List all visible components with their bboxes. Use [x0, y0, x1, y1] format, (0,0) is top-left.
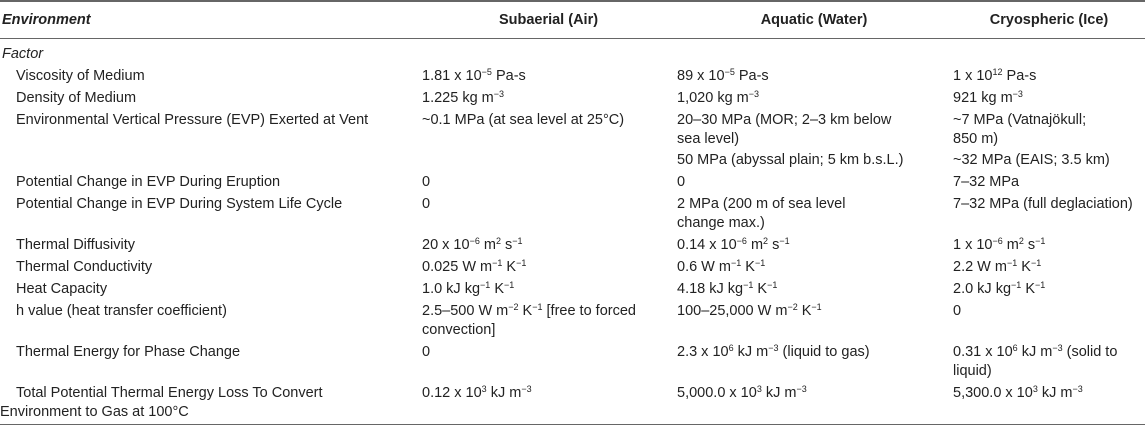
table-row-diffusivity: [0, 235, 1145, 257]
cell-water: 5,000.0 x $10^3$ kJ $m^{-3}$: [675, 383, 951, 425]
cell-line: ~7 MPa (Vatnajökull;: [953, 112, 1087, 128]
table-row-viscosity: [0, 66, 1145, 88]
cell-air: 1.0 kJ $kg^{-1}$ $K^{-1}$: [422, 280, 515, 297]
cell-air: 1.225 kg $m^{-3}$: [422, 89, 505, 106]
cell-ice: 7–32 MPa (full deglaciation): [953, 196, 1133, 212]
cell-water: 0.6 W $m^{-1}$ $K^{-1}$: [677, 258, 766, 275]
header-aquatic: Aquatic (Water): [675, 1, 951, 39]
section-row: [0, 39, 1145, 67]
cell-air: 0: [422, 344, 431, 360]
table-row-h-value: [0, 301, 1145, 342]
cell-water: 2.3 x $10^6$ kJ $m^{-3}$ (liquid to gas): [677, 343, 870, 360]
table-row-conductivity: [0, 257, 1145, 279]
row-label: Thermal Diffusivity: [16, 237, 135, 253]
header-environment: Environment: [0, 1, 420, 39]
cell-air: [420, 301, 675, 342]
row-label: Environmental Vertical Pressure (EVP) Exerted at Vent: [16, 112, 369, 128]
cell-line: 2 MPa (200 m of sea level: [677, 196, 846, 212]
header-cryospheric: Cryospheric (Ice): [951, 1, 1145, 39]
cell-water: 1,020 kg $m^{-3}$: [677, 89, 760, 106]
table-row-evp: [0, 110, 1145, 172]
cell-line: convection]: [422, 322, 496, 338]
table-row-evp-eruption: [0, 172, 1145, 194]
row-label: Potential Change in EVP During System Life Cycle: [16, 196, 343, 212]
cell-ice: 7–32 MPa: [953, 174, 1020, 190]
cell-water: [675, 194, 951, 235]
table-row-phase-change: [0, 342, 1145, 383]
row-label: Heat Capacity: [16, 281, 108, 297]
cell-line: change max.): [677, 215, 765, 231]
row-label: Density of Medium: [16, 90, 137, 106]
row-label: Total Potential Thermal Energy Loss To Convert Environment to Gas at 100°C: [0, 383, 420, 425]
cell-water: 4.18 kJ $kg^{-1}$ $K^{-1}$: [677, 280, 778, 297]
cell-ice: 921 kg $m^{-3}$: [953, 89, 1023, 106]
cell-air: 20 x $10^{-6}$ $m^2$ $s^{-1}$: [422, 236, 523, 253]
cell-line: liquid): [953, 363, 992, 379]
header-subaerial: Subaerial (Air): [420, 1, 675, 39]
header-row: [0, 1, 1145, 39]
row-label: Viscosity of Medium: [16, 68, 145, 84]
cell-line: sea level): [677, 131, 740, 147]
table-row-total: [0, 383, 1145, 425]
row-label: Thermal Conductivity: [16, 259, 153, 275]
table-header: [0, 1, 1145, 39]
cell-air: 0: [422, 174, 431, 190]
cell-water: [675, 110, 951, 172]
cell-water: 0.14 x $10^{-6}$ $m^2$ $s^{-1}$: [677, 236, 790, 253]
table-row-heat-capacity: [0, 279, 1145, 301]
table-row-evp-lifecycle: [0, 194, 1145, 235]
row-label: Potential Change in EVP During Eruption: [16, 174, 281, 190]
cell-ice: [951, 342, 1145, 383]
cell-ice: 0: [953, 303, 962, 319]
cell-water: 89 x $10^{-5}$ Pa-s: [677, 67, 769, 84]
section-factor-label: Factor: [2, 46, 44, 62]
cell-water: 0: [677, 174, 686, 190]
cell-ice: [951, 110, 1145, 172]
cell-line: 20–30 MPa (MOR; 2–3 km below: [677, 112, 892, 128]
cell-ice: 5,300.0 x $10^3$ kJ $m^{-3}$: [951, 383, 1145, 425]
cell-line: 0.31 x $10^6$ kJ $m^{-3}$ (solid to: [953, 343, 1118, 360]
row-label: Thermal Energy for Phase Change: [16, 344, 241, 360]
table-body: [0, 39, 1145, 425]
cell-air: ~0.1 MPa (at sea level at 25°C): [422, 112, 625, 128]
cell-water: 100–25,000 W $m^{-2}$ $K^{-1}$: [677, 302, 822, 319]
row-label: h value (heat transfer coefficient): [16, 303, 227, 319]
cell-ice: 2.2 W $m^{-1}$ $K^{-1}$: [953, 258, 1042, 275]
cell-line: 50 MPa (abyssal plain; 5 km b.s.L.): [677, 152, 904, 168]
cell-air: 1.81 x $10^{-5}$ Pa-s: [422, 67, 526, 84]
cell-ice: 2.0 kJ $kg^{-1}$ $K^{-1}$: [953, 280, 1046, 297]
cell-ice: 1 x $10^{-6}$ $m^2$ $s^{-1}$: [953, 236, 1046, 253]
cell-air: 0.025 W $m^{-1}$ $K^{-1}$: [422, 258, 527, 275]
cell-air: 0: [422, 196, 431, 212]
cell-line: ~32 MPa (EAIS; 3.5 km): [953, 152, 1110, 168]
cell-air: 0.12 x $10^3$ kJ $m^{-3}$: [420, 383, 675, 425]
table-row-density: [0, 88, 1145, 110]
cell-line: 2.5–500 W $m^{-2}$ $K^{-1}$ [free to forced: [422, 302, 636, 319]
cell-line: 850 m): [953, 131, 999, 147]
cell-ice: 1 x $10^{12}$ Pa-s: [953, 67, 1037, 84]
